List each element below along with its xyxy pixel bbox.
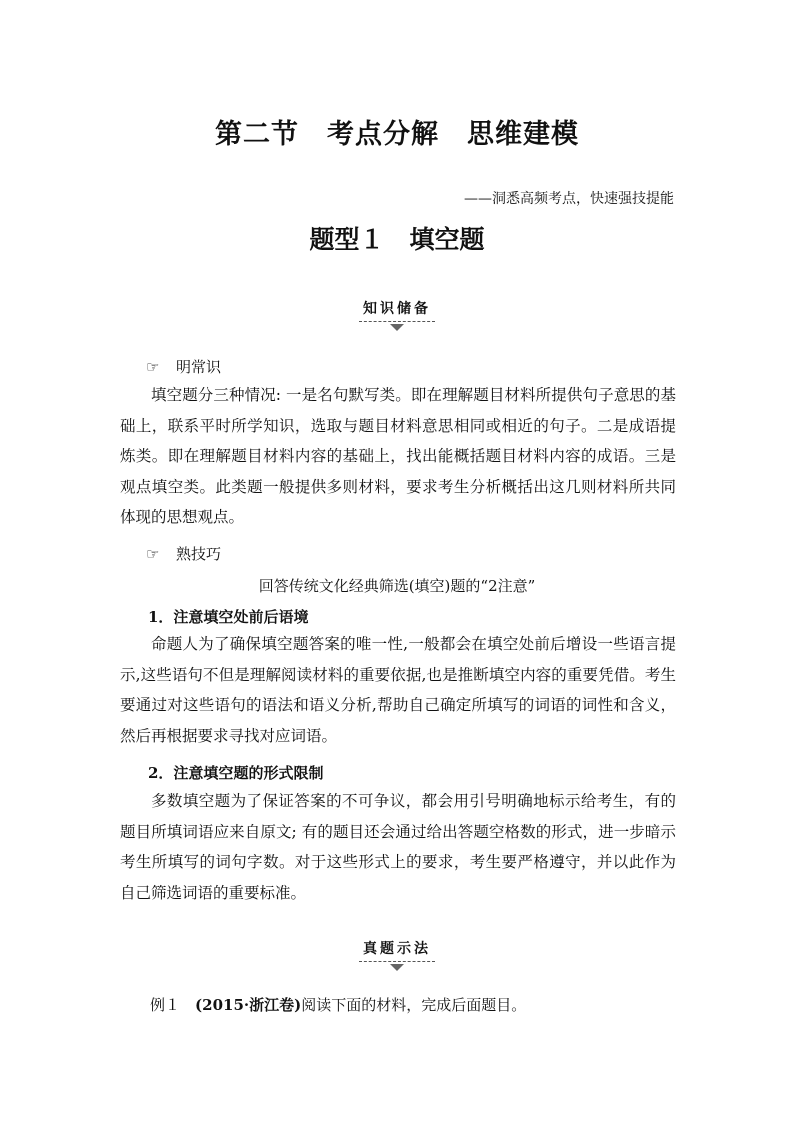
- example-text: 阅读下面的材料，完成后面题目。: [301, 996, 527, 1014]
- point2-heading: 2．注意填空题的形式限制: [148, 764, 324, 782]
- section-title: 题型１ 填空题: [309, 225, 485, 254]
- knowledge-banner-label: 知识储备: [359, 298, 435, 322]
- page-subtitle: ——洞悉高频考点，快速强技提能: [464, 191, 674, 207]
- page-title: 第二节 考点分解 思维建模: [215, 119, 579, 150]
- pointing-hand-icon: ☞: [146, 358, 160, 376]
- example-label: 例１: [150, 996, 181, 1014]
- triangle-down-icon: [390, 324, 404, 331]
- example-source: (2015·浙江卷): [195, 996, 302, 1014]
- skills-label: 熟技巧: [176, 545, 222, 563]
- knowledge-banner: [0, 298, 794, 331]
- example-line: [150, 994, 526, 1015]
- triangle-down-icon: [390, 964, 404, 971]
- skills-center-title: 回答传统文化经典筛选(填空)题的“2注意”: [258, 577, 536, 595]
- common-sense-label: 明常识: [176, 358, 222, 376]
- point2-paragraph: 多数填空题为了保证答案的不可争议，都会用引号明确地标示给考生，有的题目所填词语应来自原文; 有的题目还会通过给出答题空格数的形式，进一步暗示考生所填写的词句字数。对于这些形式上的要求，考生要严格遵守，并以此作为自己筛选词语的重要标准。: [120, 792, 676, 902]
- common-sense-paragraph: 填空题分三种情况: 一是名句默写类。即在理解题目材料所提供句子意思的基础上，联系平时所学知识，选取与题目材料意思相同或相近的句子。二是成语提炼类。即在理解题目材料内容的基础上，找出能概括题目材料内容的成语。三是观点填空类。此类题一般提供多则材料，要求考生分析概括出这几则材料所共同体现的思想观点。: [120, 386, 676, 526]
- pointing-hand-icon: ☞: [146, 545, 160, 563]
- skills-heading: [146, 543, 221, 564]
- common-sense-heading: [146, 356, 221, 377]
- point1-heading: 1．注意填空处前后语境: [148, 608, 309, 626]
- point1-paragraph: 命题人为了确保填空题答案的唯一性,一般都会在填空处前后增设一些语言提示,这些语句不但是理解阅读材料的重要依据,也是推断填空内容的重要凭借。考生要通过对这些语句的语法和语义分析,帮助自己确定所填写的词语的词性和含义，然后再根据要求寻找对应词语。: [120, 635, 676, 745]
- examples-banner: [0, 938, 794, 971]
- examples-banner-label: 真题示法: [359, 938, 435, 962]
